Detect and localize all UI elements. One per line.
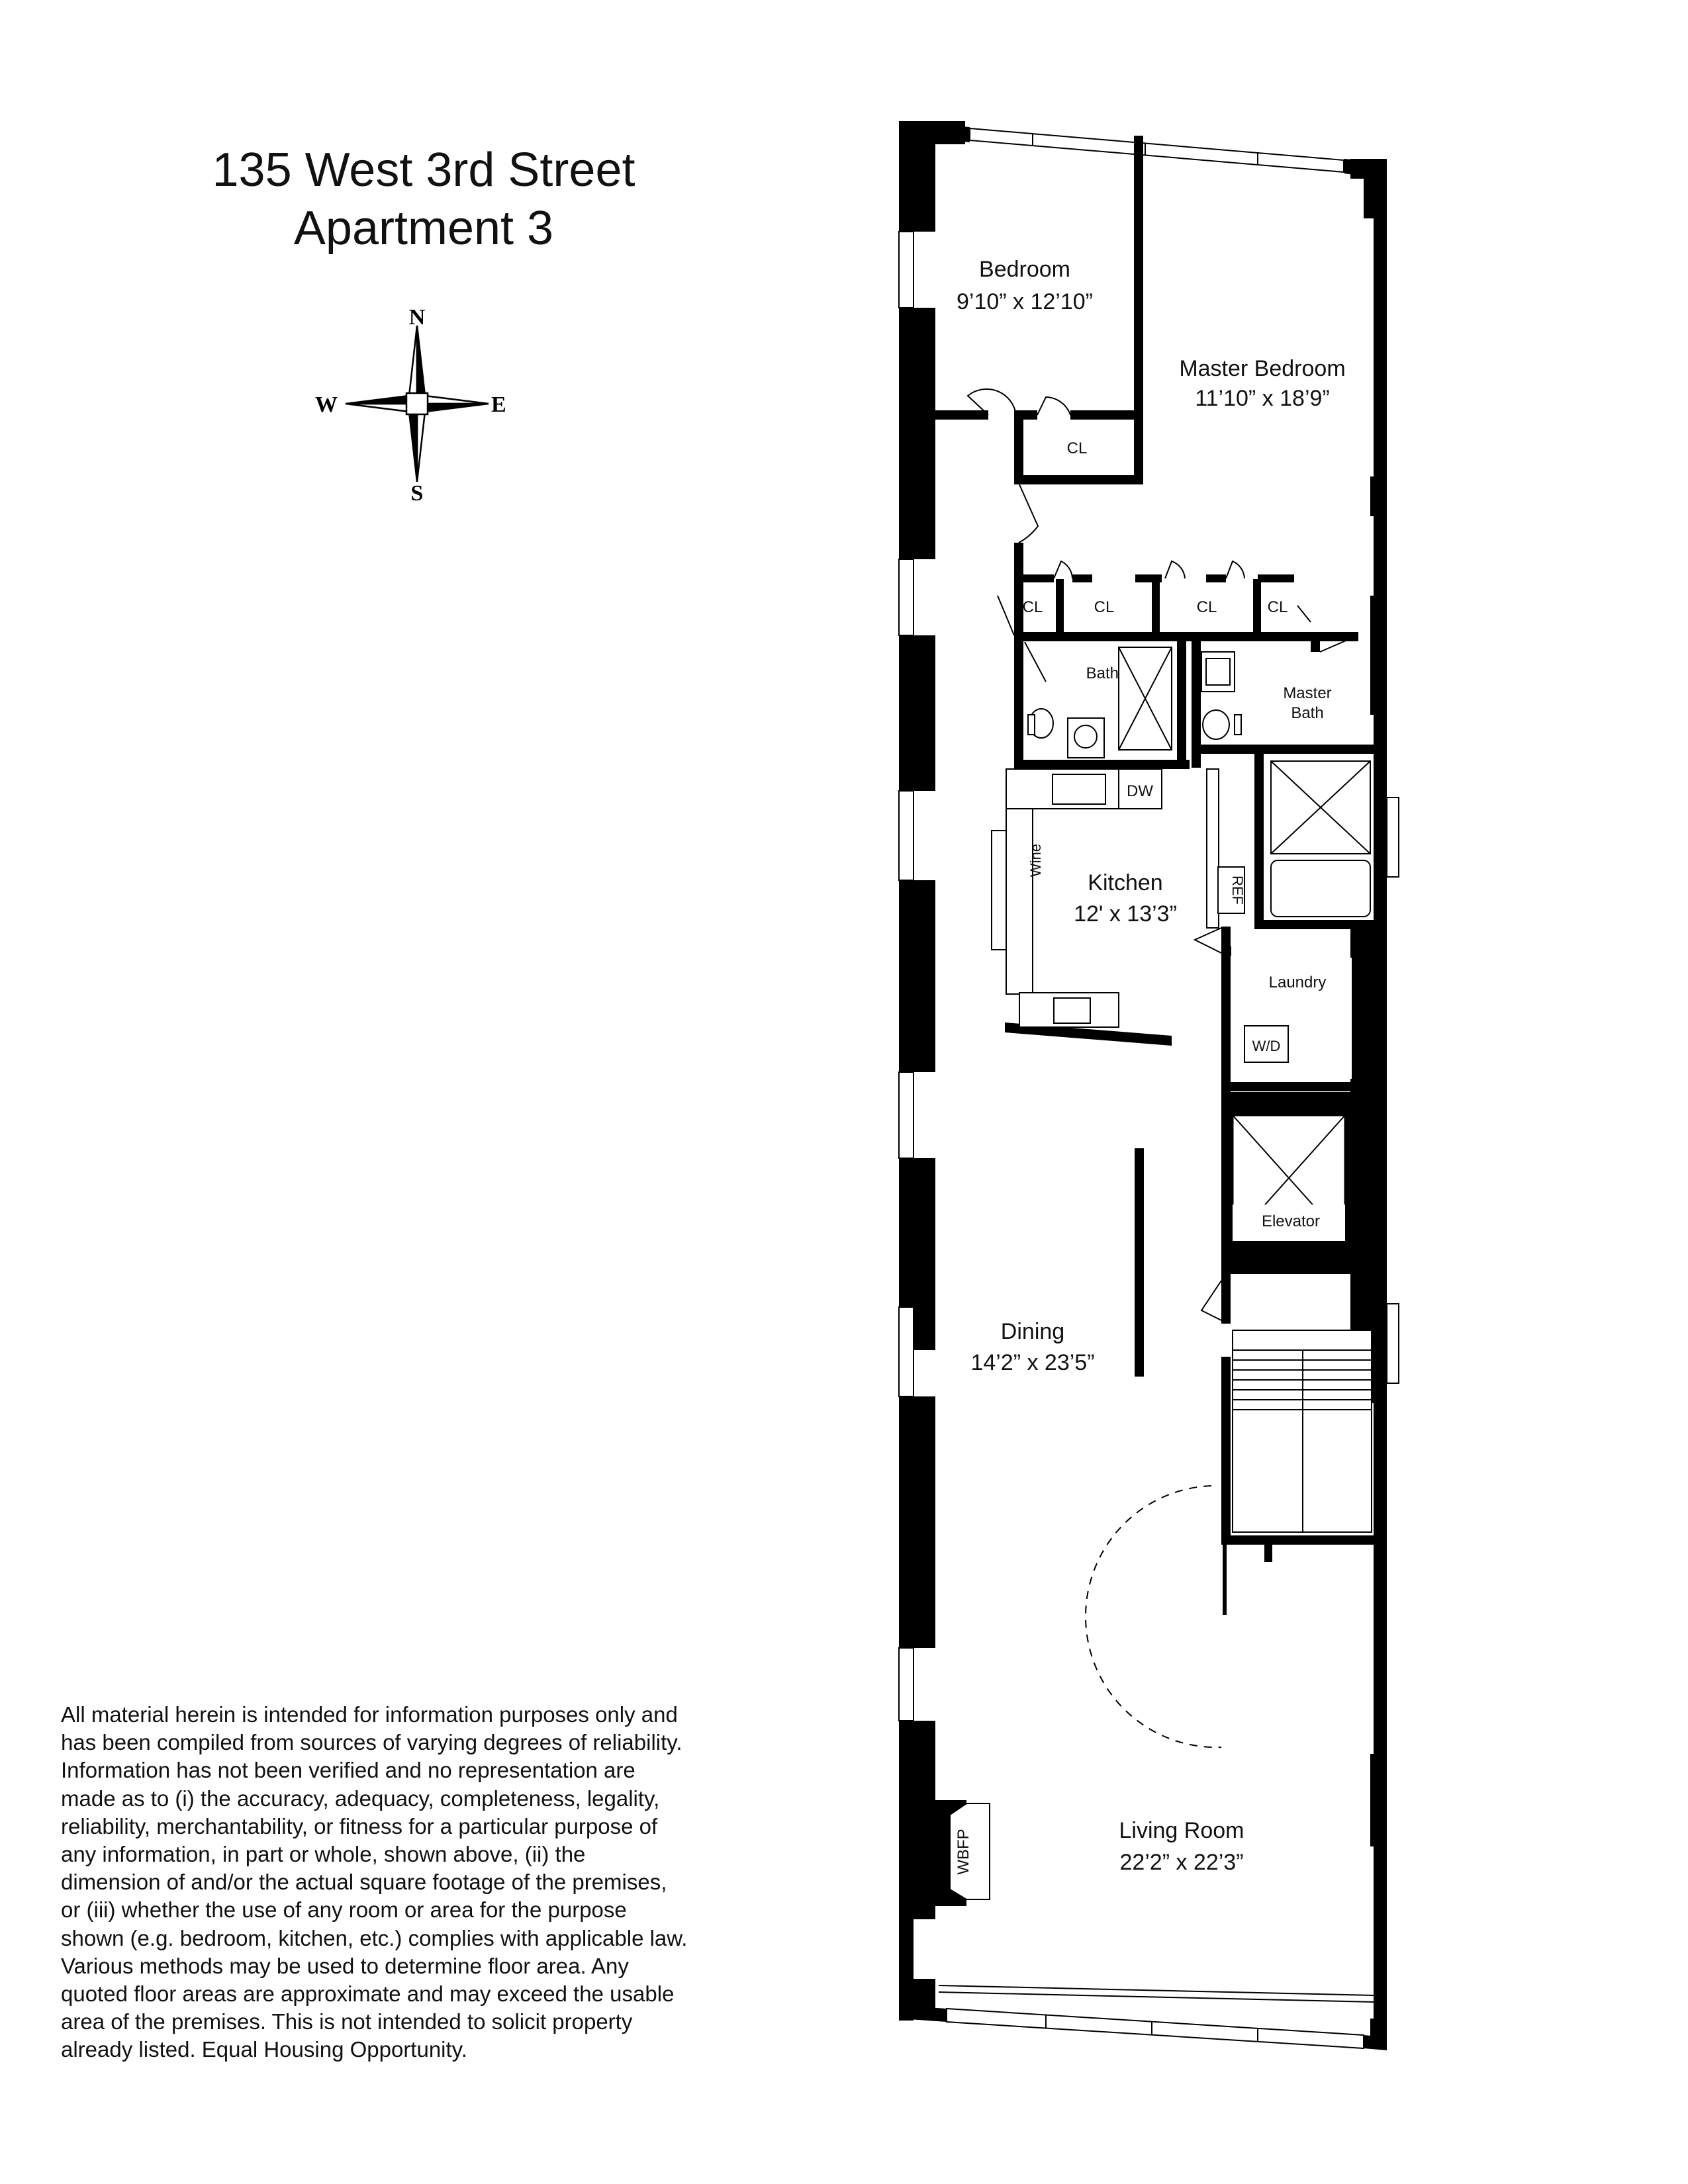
disclaimer-text: All material herein is intended for information purposes only and has been compiled from sources of varying degrees of reliability. Information has not been verified and no representation are made as to (i) the accuracy, adequacy, completeness, legality, reliability, merchantability, or fitness for a particular purpose of any information, in part or whole, shown above, (ii) the dimension of and/or the actual square footage of the premises, or (iii) whether the use of any room or area for the purpose shown (e.g. bedroom, kitchen, etc.) complies with applicable law. Various methods may be used to determine floor area. Any quoted floor areas are approximate and may exceed the usable area of the premises. This is not intended to solicit property already listed. Equal Housing Opportunity. xyxy=(61,1702,688,2062)
elevator-label: Elevator xyxy=(1261,1212,1321,1230)
closet-label: CL xyxy=(1066,439,1088,457)
closet-label: CL xyxy=(1267,598,1288,616)
compass-s-label: S xyxy=(410,481,424,506)
closet-label: CL xyxy=(1196,598,1217,616)
kitchen-dims: 12' x 13’3” xyxy=(1074,901,1177,927)
bedroom-name: Bedroom xyxy=(979,257,1070,282)
wine-label: Wine xyxy=(1027,843,1044,878)
living-room-name: Living Room xyxy=(1119,1818,1244,1843)
master-bath-label-1: Master xyxy=(1283,684,1332,702)
dining-name: Dining xyxy=(1000,1319,1065,1344)
master-bath-label-2: Bath xyxy=(1291,704,1324,722)
closet-label: CL xyxy=(1022,598,1043,616)
laundry-label: Laundry xyxy=(1268,974,1327,991)
kitchen-name: Kitchen xyxy=(1088,870,1163,895)
compass-e-label: E xyxy=(491,392,506,417)
closet-label: CL xyxy=(1094,598,1115,616)
master-bedroom-name: Master Bedroom xyxy=(1179,356,1346,381)
elevator xyxy=(1233,1115,1345,1241)
fireplace xyxy=(950,1803,990,1899)
dw-label: DW xyxy=(1127,782,1153,800)
bedroom-dims: 9’10” x 12’10” xyxy=(956,289,1094,314)
compass-w-label: W xyxy=(315,392,338,417)
stairs xyxy=(1233,1330,1372,1532)
apartment-title: Apartment 3 xyxy=(293,202,554,255)
wbfp-label: WBFP xyxy=(955,1829,972,1875)
wd-label: W/D xyxy=(1252,1038,1281,1054)
dining-dims: 14’2” x 23’5” xyxy=(970,1350,1095,1375)
living-room-dims: 22’2” x 22’3” xyxy=(1119,1850,1244,1875)
address-title: 135 West 3rd Street xyxy=(212,144,635,197)
master-bedroom-dims: 11’10” x 18’9” xyxy=(1195,386,1330,411)
ref-label: REF xyxy=(1229,876,1246,905)
compass-n-label: N xyxy=(408,305,426,330)
laundry xyxy=(1233,958,1352,1079)
kitchen-fixtures xyxy=(992,769,1244,1027)
bath-label: Bath xyxy=(1086,664,1119,682)
